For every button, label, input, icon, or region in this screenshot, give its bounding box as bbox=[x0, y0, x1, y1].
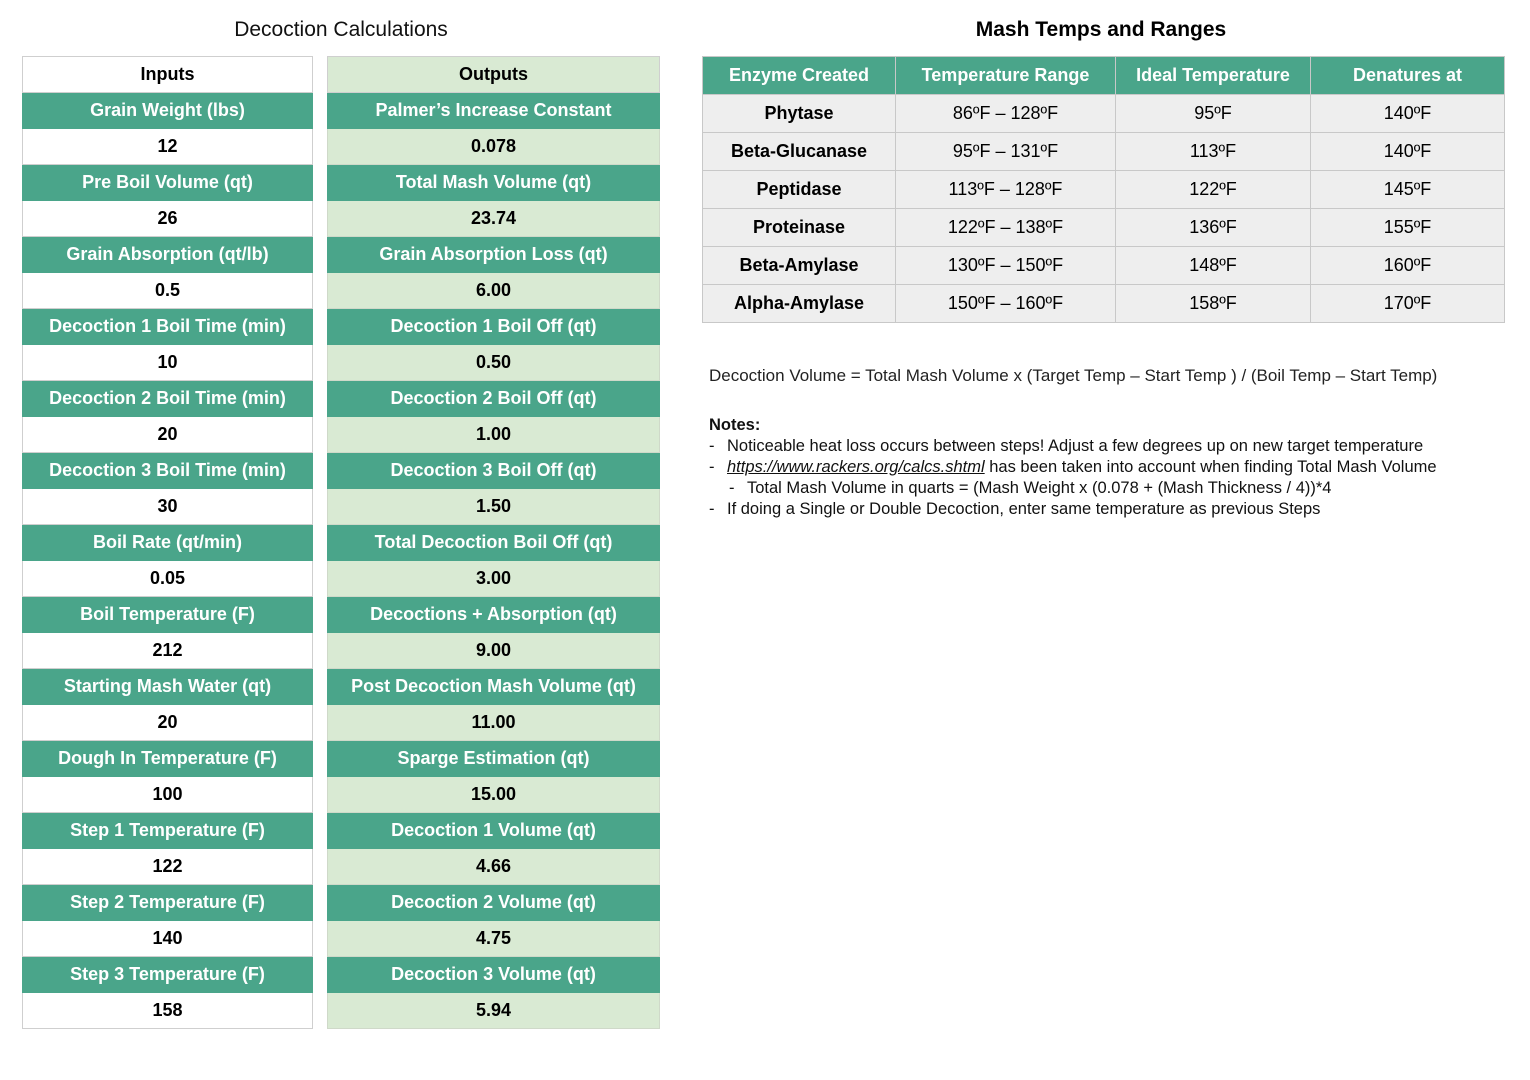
enzyme-header-row bbox=[703, 57, 1505, 95]
outputs-value-row bbox=[328, 921, 660, 957]
outputs-value-row bbox=[328, 129, 660, 165]
outputs-value-row bbox=[328, 633, 660, 669]
temperature-range-cell: 95ºF – 131ºF bbox=[896, 133, 1116, 171]
enzyme-row bbox=[703, 247, 1505, 285]
inputs-value-row bbox=[23, 417, 313, 453]
inputs-value-cell[interactable]: 212 bbox=[23, 633, 313, 669]
inputs-label-row bbox=[23, 597, 313, 633]
outputs-value-row bbox=[328, 993, 660, 1029]
inputs-label-row bbox=[23, 381, 313, 417]
inputs-label-row bbox=[23, 309, 313, 345]
temperature-range-cell: 113ºF – 128ºF bbox=[896, 171, 1116, 209]
outputs-value-cell: 9.00 bbox=[328, 633, 660, 669]
outputs-label: Decoction 3 Boil Off (qt) bbox=[328, 453, 660, 489]
ideal-temperature-cell: 136ºF bbox=[1116, 209, 1311, 247]
outputs-value-row bbox=[328, 705, 660, 741]
decoction-calculations-title: Decoction Calculations bbox=[234, 18, 448, 41]
inputs-header: Inputs bbox=[23, 57, 313, 93]
inputs-label: Step 2 Temperature (F) bbox=[23, 885, 313, 921]
ideal-temperature-cell: 95ºF bbox=[1116, 95, 1311, 133]
outputs-label-row bbox=[328, 93, 660, 129]
enzyme-row bbox=[703, 171, 1505, 209]
outputs-header: Outputs bbox=[328, 57, 660, 93]
inputs-label-row bbox=[23, 813, 313, 849]
enzyme-row bbox=[703, 133, 1505, 171]
outputs-value-cell: 4.75 bbox=[328, 921, 660, 957]
outputs-label: Decoction 1 Volume (qt) bbox=[328, 813, 660, 849]
inputs-label-row bbox=[23, 957, 313, 993]
outputs-label: Sparge Estimation (qt) bbox=[328, 741, 660, 777]
outputs-label: Palmer’s Increase Constant bbox=[328, 93, 660, 129]
inputs-value-cell[interactable]: 140 bbox=[23, 921, 313, 957]
inputs-value-row bbox=[23, 489, 313, 525]
inputs-value-row bbox=[23, 129, 313, 165]
ideal-temperature-cell: 148ºF bbox=[1116, 247, 1311, 285]
outputs-label: Decoction 2 Boil Off (qt) bbox=[328, 381, 660, 417]
outputs-value-cell: 1.50 bbox=[328, 489, 660, 525]
inputs-label-row bbox=[23, 93, 313, 129]
outputs-label: Total Decoction Boil Off (qt) bbox=[328, 525, 660, 561]
outputs-label-row bbox=[328, 597, 660, 633]
inputs-value-row bbox=[23, 705, 313, 741]
outputs-label: Total Mash Volume (qt) bbox=[328, 165, 660, 201]
inputs-value-cell[interactable]: 10 bbox=[23, 345, 313, 381]
outputs-label-row bbox=[328, 885, 660, 921]
denatures-at-cell: 160ºF bbox=[1311, 247, 1505, 285]
note-rackers bbox=[709, 457, 1499, 478]
enzyme-name-cell: Phytase bbox=[703, 95, 896, 133]
inputs-value-row bbox=[23, 777, 313, 813]
inputs-value-row bbox=[23, 345, 313, 381]
outputs-value-row bbox=[328, 417, 660, 453]
denatures-at-cell: 170ºF bbox=[1311, 285, 1505, 323]
outputs-value-cell: 23.74 bbox=[328, 201, 660, 237]
note-bullet: - bbox=[709, 500, 715, 518]
outputs-label-row bbox=[328, 309, 660, 345]
inputs-header-row bbox=[23, 57, 313, 93]
temperature-range-cell: 86ºF – 128ºF bbox=[896, 95, 1116, 133]
enzyme-name-cell: Peptidase bbox=[703, 171, 896, 209]
enzyme-name-cell: Beta-Glucanase bbox=[703, 133, 896, 171]
note-text: Total Mash Volume in quarts = (Mash Weight x (0.078 + (Mash Thickness / 4))*4 bbox=[747, 479, 1332, 497]
note-text: has been taken into account when finding Total Mash Volume bbox=[984, 458, 1437, 476]
inputs-value-row bbox=[23, 921, 313, 957]
inputs-value-row bbox=[23, 561, 313, 597]
outputs-label-row bbox=[328, 453, 660, 489]
inputs-value-cell[interactable]: 20 bbox=[23, 705, 313, 741]
outputs-label-row bbox=[328, 813, 660, 849]
outputs-value-row bbox=[328, 201, 660, 237]
outputs-label-row bbox=[328, 165, 660, 201]
enzyme-row bbox=[703, 95, 1505, 133]
inputs-value-cell[interactable]: 158 bbox=[23, 993, 313, 1029]
note-single-double bbox=[709, 499, 1499, 520]
note-text: Noticeable heat loss occurs between steps! Adjust a few degrees up on new target temperature bbox=[727, 437, 1424, 455]
outputs-value-cell: 15.00 bbox=[328, 777, 660, 813]
temperature-range-cell: 150ºF – 160ºF bbox=[896, 285, 1116, 323]
note-bullet: - bbox=[729, 479, 735, 497]
outputs-table bbox=[327, 56, 660, 1029]
temperature-range-cell: 122ºF – 138ºF bbox=[896, 209, 1116, 247]
inputs-label: Decoction 2 Boil Time (min) bbox=[23, 381, 313, 417]
enzyme-row bbox=[703, 285, 1505, 323]
inputs-label-row bbox=[23, 669, 313, 705]
inputs-value-cell[interactable]: 122 bbox=[23, 849, 313, 885]
enzyme-table bbox=[702, 56, 1505, 323]
inputs-value-row bbox=[23, 633, 313, 669]
outputs-label-row bbox=[328, 669, 660, 705]
note-bullet: - bbox=[709, 437, 715, 455]
inputs-value-cell[interactable]: 100 bbox=[23, 777, 313, 813]
enzyme-column-header: Temperature Range bbox=[896, 57, 1116, 95]
outputs-value-cell: 5.94 bbox=[328, 993, 660, 1029]
inputs-table bbox=[22, 56, 313, 1029]
denatures-at-cell: 155ºF bbox=[1311, 209, 1505, 247]
enzyme-column-header: Enzyme Created bbox=[703, 57, 896, 95]
outputs-value-row bbox=[328, 489, 660, 525]
ideal-temperature-cell: 113ºF bbox=[1116, 133, 1311, 171]
inputs-label: Grain Weight (lbs) bbox=[23, 93, 313, 129]
outputs-label: Decoction 2 Volume (qt) bbox=[328, 885, 660, 921]
inputs-label: Boil Temperature (F) bbox=[23, 597, 313, 633]
outputs-label-row bbox=[328, 741, 660, 777]
enzyme-row bbox=[703, 209, 1505, 247]
denatures-at-cell: 140ºF bbox=[1311, 133, 1505, 171]
outputs-label: Decoction 3 Volume (qt) bbox=[328, 957, 660, 993]
inputs-label: Dough In Temperature (F) bbox=[23, 741, 313, 777]
ideal-temperature-cell: 158ºF bbox=[1116, 285, 1311, 323]
inputs-label-row bbox=[23, 525, 313, 561]
inputs-value-cell[interactable]: 30 bbox=[23, 489, 313, 525]
inputs-value-cell[interactable]: 20 bbox=[23, 417, 313, 453]
outputs-value-cell: 0.078 bbox=[328, 129, 660, 165]
note-text: If doing a Single or Double Decoction, enter same temperature as previous Steps bbox=[727, 500, 1321, 518]
inputs-label-row bbox=[23, 453, 313, 489]
inputs-value-row bbox=[23, 273, 313, 309]
outputs-label-row bbox=[328, 525, 660, 561]
inputs-value-row bbox=[23, 849, 313, 885]
inputs-label: Decoction 3 Boil Time (min) bbox=[23, 453, 313, 489]
outputs-value-row bbox=[328, 777, 660, 813]
inputs-label: Pre Boil Volume (qt) bbox=[23, 165, 313, 201]
inputs-label: Step 3 Temperature (F) bbox=[23, 957, 313, 993]
outputs-label: Decoction 1 Boil Off (qt) bbox=[328, 309, 660, 345]
inputs-label-row bbox=[23, 237, 313, 273]
decoction-volume-formula: Decoction Volume = Total Mash Volume x (Target Temp – Start Temp ) / (Boil Temp – Start Temp) bbox=[709, 366, 1438, 385]
denatures-at-cell: 140ºF bbox=[1311, 95, 1505, 133]
enzyme-column-header: Ideal Temperature bbox=[1116, 57, 1311, 95]
notes-title: Notes: bbox=[709, 416, 761, 434]
outputs-value-cell: 3.00 bbox=[328, 561, 660, 597]
outputs-label-row bbox=[328, 957, 660, 993]
outputs-value-cell: 11.00 bbox=[328, 705, 660, 741]
inputs-value-cell[interactable]: 0.5 bbox=[23, 273, 313, 309]
note-heat-loss bbox=[709, 436, 1499, 457]
inputs-value-row bbox=[23, 201, 313, 237]
enzyme-name-cell: Alpha-Amylase bbox=[703, 285, 896, 323]
outputs-value-row bbox=[328, 345, 660, 381]
outputs-value-cell: 6.00 bbox=[328, 273, 660, 309]
inputs-label: Step 1 Temperature (F) bbox=[23, 813, 313, 849]
outputs-value-cell: 4.66 bbox=[328, 849, 660, 885]
outputs-label: Decoctions + Absorption (qt) bbox=[328, 597, 660, 633]
ideal-temperature-cell: 122ºF bbox=[1116, 171, 1311, 209]
inputs-value-cell[interactable]: 12 bbox=[23, 129, 313, 165]
notes-section bbox=[709, 416, 1499, 520]
outputs-label: Grain Absorption Loss (qt) bbox=[328, 237, 660, 273]
outputs-value-cell: 1.00 bbox=[328, 417, 660, 453]
denatures-at-cell: 145ºF bbox=[1311, 171, 1505, 209]
outputs-label-row bbox=[328, 237, 660, 273]
inputs-label: Decoction 1 Boil Time (min) bbox=[23, 309, 313, 345]
mash-temps-title: Mash Temps and Ranges bbox=[975, 18, 1227, 41]
inputs-label: Boil Rate (qt/min) bbox=[23, 525, 313, 561]
inputs-label: Starting Mash Water (qt) bbox=[23, 669, 313, 705]
inputs-value-cell[interactable]: 0.05 bbox=[23, 561, 313, 597]
rackers-link[interactable]: https://www.rackers.org/calcs.shtml bbox=[727, 458, 985, 476]
note-bullet: - bbox=[709, 458, 715, 476]
outputs-value-cell: 0.50 bbox=[328, 345, 660, 381]
inputs-label-row bbox=[23, 885, 313, 921]
enzyme-column-header: Denatures at bbox=[1311, 57, 1505, 95]
outputs-header-row bbox=[328, 57, 660, 93]
inputs-value-cell[interactable]: 26 bbox=[23, 201, 313, 237]
outputs-value-row bbox=[328, 273, 660, 309]
inputs-label-row bbox=[23, 165, 313, 201]
inputs-label: Grain Absorption (qt/lb) bbox=[23, 237, 313, 273]
outputs-label-row bbox=[328, 381, 660, 417]
note-mash-volume-formula bbox=[709, 478, 1499, 499]
enzyme-name-cell: Proteinase bbox=[703, 209, 896, 247]
outputs-value-row bbox=[328, 849, 660, 885]
outputs-label: Post Decoction Mash Volume (qt) bbox=[328, 669, 660, 705]
inputs-value-row bbox=[23, 993, 313, 1029]
enzyme-name-cell: Beta-Amylase bbox=[703, 247, 896, 285]
outputs-value-row bbox=[328, 561, 660, 597]
inputs-label-row bbox=[23, 741, 313, 777]
temperature-range-cell: 130ºF – 150ºF bbox=[896, 247, 1116, 285]
